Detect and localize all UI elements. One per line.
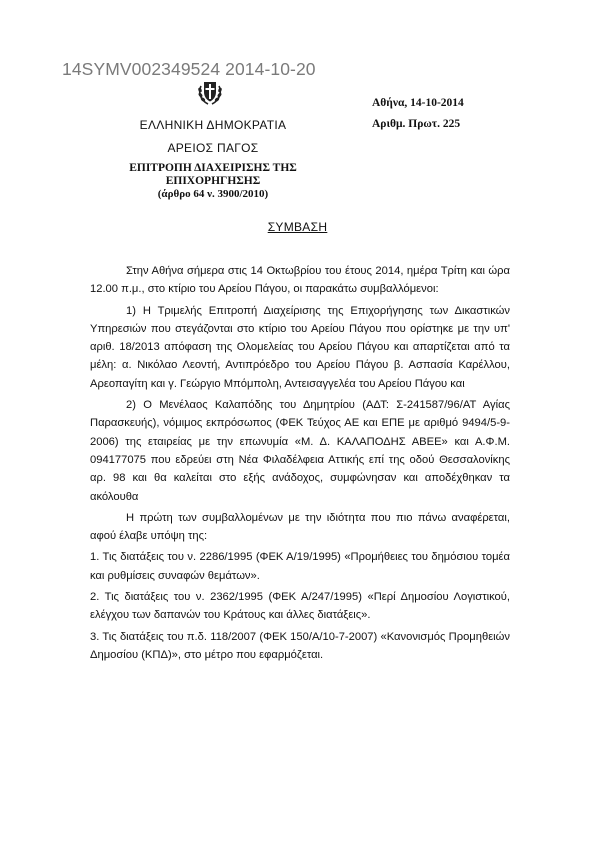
list-item: 3. Τις διατάξεις του π.δ. 118/2007 (ΦΕΚ 150/Α/10-7-2007) «Κανονισμός Προμηθειών Δημοσίου (ΚΠΔ)», στο μέτρο που εφαρμόζεται. <box>90 630 510 661</box>
document-title: ΣΥΜΒΑΣΗ <box>267 220 328 234</box>
considerations-paragraph: Η πρώτη των συμβαλλομένων με την ιδιότητα που πιο πάνω αναφέρεται, αφού έλαβε υπόψη της: <box>90 511 510 543</box>
country-name: ΕΛΛΗΝΙΚΗ ΔΗΜΟΚΡΑΤΙΑ <box>139 118 287 132</box>
party-one-paragraph: 1) Η Τριμελής Επιτροπή Διαχείρισης της Επιχορήγησης των Δικαστικών Υπηρεσιών που στεγάζονται στο κτίριο του Αρείου Πάγου που ορίστηκε με την υπ' αριθ. 18/2013 απόφαση της Ολομελείας του Αρείου Πάγου και απαρτίζεται από τα μέλη: α. Νικόλαο Λεοντή, Αντιπρόεδρο του Αρείου Πάγου β. Ασπασία Καρέλλου, Αρεοπαγίτη και γ. Γεώργιο Μπόμπολη, Αντεισαγγελέα του Αρείου Πάγου και <box>90 304 510 390</box>
list-item: 2. Τις διατάξεις του ν. 2362/1995 (ΦΕΚ Α/247/1995) «Περί Δημοσίου Λογιστικού, ελέγχου των δαπανών του Κράτους και άλλες διατάξεις». <box>90 591 510 622</box>
document-stamp: 14SYMV002349524 2014-10-20 <box>62 59 316 79</box>
greek-coat-of-arms-icon <box>195 77 225 107</box>
document-body <box>90 262 510 664</box>
legal-article: (άρθρο 64 ν. 3900/2010) <box>157 188 269 200</box>
party-two-paragraph: 2) Ο Μενέλαος Καλαπόδης του Δημητρίου (ΑΔΤ: Σ-241587/96/ΑΤ Αγίας Παρασκευής), νόμιμος εκπρόσωπος (ΦΕΚ Τεύχος ΑΕ και ΕΠΕ με αριθμό 9494/5-9-2006) της εταιρείας με την επωνυμία «Μ. Δ. ΚΑΛΑΠΟΔΗΣ ΑΒΕΕ» και Α.Φ.Μ. 094177075 που εδρεύει στη Νέα Φιλαδέλφεια Αττικής επί της οδού Θεσσαλονίκης αρ. 98 και θα καλείται στο εξής ανάδοχος, συμφώνησαν και αποδέχθηκαν τα ακόλουθα <box>90 399 510 503</box>
intro-paragraph: Στην Αθήνα σήμερα στις 14 Οκτωβρίου του έτους 2014, ημέρα Τρίτη και ώρα 12.00 π.μ., στο κτίριο του Αρείου Πάγου, οι παρακάτω συμβαλλόμενοι: <box>90 265 510 296</box>
committee-name: ΕΠΙΤΡΟΠΗ ΔΙΑΧΕΙΡΙΣΗΣ ΤΗΣ ΕΠΙΧΟΡΗΓΗΣΗΣ <box>129 162 297 187</box>
document-date: Αθήνα, 14-10-2014 <box>372 97 464 109</box>
court-name: ΑΡΕΙΟΣ ΠΑΓΟΣ <box>167 141 259 155</box>
document-meta <box>372 93 464 135</box>
list-item: 1. Τις διατάξεις του ν. 2286/1995 (ΦΕΚ Α/19/1995) «Προμήθειες του δημόσιου τομέα και ρυθμίσεις συναφών θεμάτων». <box>90 551 510 582</box>
issuer-header <box>108 117 318 201</box>
protocol-number: Αριθμ. Πρωτ. 225 <box>372 118 461 130</box>
